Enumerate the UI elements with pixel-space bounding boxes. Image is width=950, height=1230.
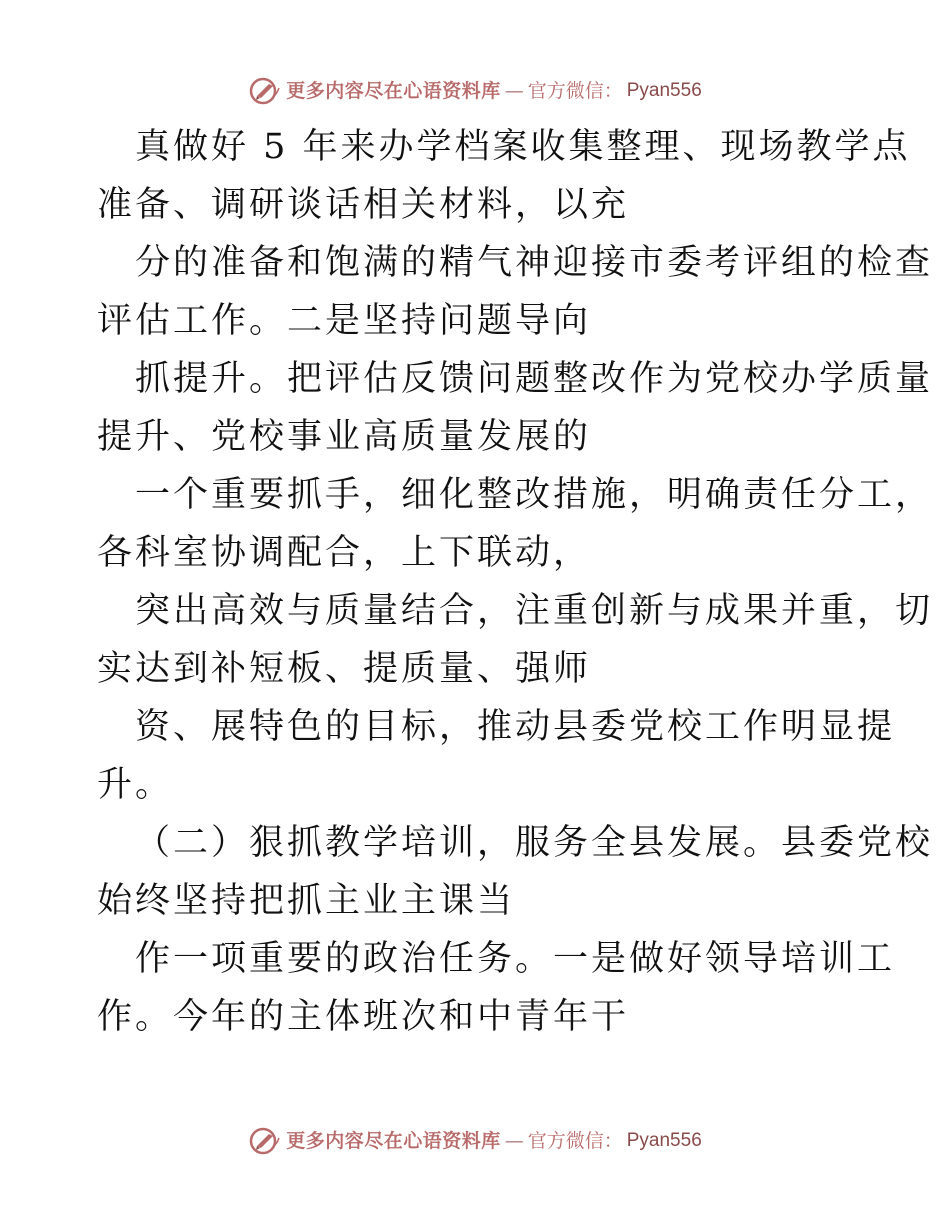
paragraph-line: 始终坚持把抓主业主课当 xyxy=(97,881,516,921)
paragraph xyxy=(97,466,934,582)
paragraph-line: 评估工作。二是坚持问题导向 xyxy=(97,301,592,341)
watermark-text: 更多内容尽在心语资料库 xyxy=(286,80,501,102)
paragraph-line: 资、展特色的目标，推动县委党校工作明显提 xyxy=(135,707,896,747)
paragraph-line: 准备、调研谈话相关材料，以充 xyxy=(97,185,630,225)
pen-circle-logo-icon xyxy=(248,76,282,106)
paragraph-line: 一个重要抓手，细化整改措施，明确责任分工， xyxy=(135,475,934,515)
pen-circle-logo-icon xyxy=(248,1126,282,1156)
watermark-separator: — xyxy=(504,80,524,102)
paragraph-line: 各科室协调配合，上下联动， xyxy=(97,533,592,573)
paragraph xyxy=(97,118,911,234)
footer-watermark xyxy=(0,1126,950,1156)
paragraph-line: 分的准备和饱满的精气神迎接市委考评组的检查 xyxy=(135,243,934,283)
paragraph xyxy=(97,930,896,1046)
paragraph xyxy=(97,582,934,698)
document-body xyxy=(97,118,934,1046)
watermark-text: 更多内容尽在心语资料库 xyxy=(286,1130,501,1152)
paragraph-line: 升。 xyxy=(97,765,174,805)
paragraph-line: 作。今年的主体班次和中青年干 xyxy=(97,997,630,1037)
paragraph-line: 真做好 5 年来办学档案收集整理、现场教学点 xyxy=(135,127,911,167)
paragraph-line: 实达到补短板、提质量、强师 xyxy=(97,649,592,689)
paragraph-line: 作一项重要的政治任务。一是做好领导培训工 xyxy=(135,939,896,979)
watermark-wechat-label: 官方微信： xyxy=(527,1130,623,1152)
paragraph xyxy=(97,698,896,814)
watermark-wechat-label: 官方微信： xyxy=(527,80,623,102)
paragraph xyxy=(97,234,934,350)
paragraph-line: 提升、党校事业高质量发展的 xyxy=(97,417,592,457)
header-watermark xyxy=(0,76,950,106)
watermark-wechat-id: Pyan556 xyxy=(626,80,702,101)
watermark-separator: — xyxy=(504,1130,524,1152)
paragraph-line: （二）狠抓教学培训，服务全县发展。县委党校 xyxy=(135,823,934,863)
watermark-wechat-id: Pyan556 xyxy=(626,1130,702,1151)
paragraph-line: 突出高效与质量结合，注重创新与成果并重，切 xyxy=(135,591,934,631)
paragraph xyxy=(97,350,934,466)
paragraph xyxy=(97,814,934,930)
paragraph-line: 抓提升。把评估反馈问题整改作为党校办学质量 xyxy=(135,359,934,399)
